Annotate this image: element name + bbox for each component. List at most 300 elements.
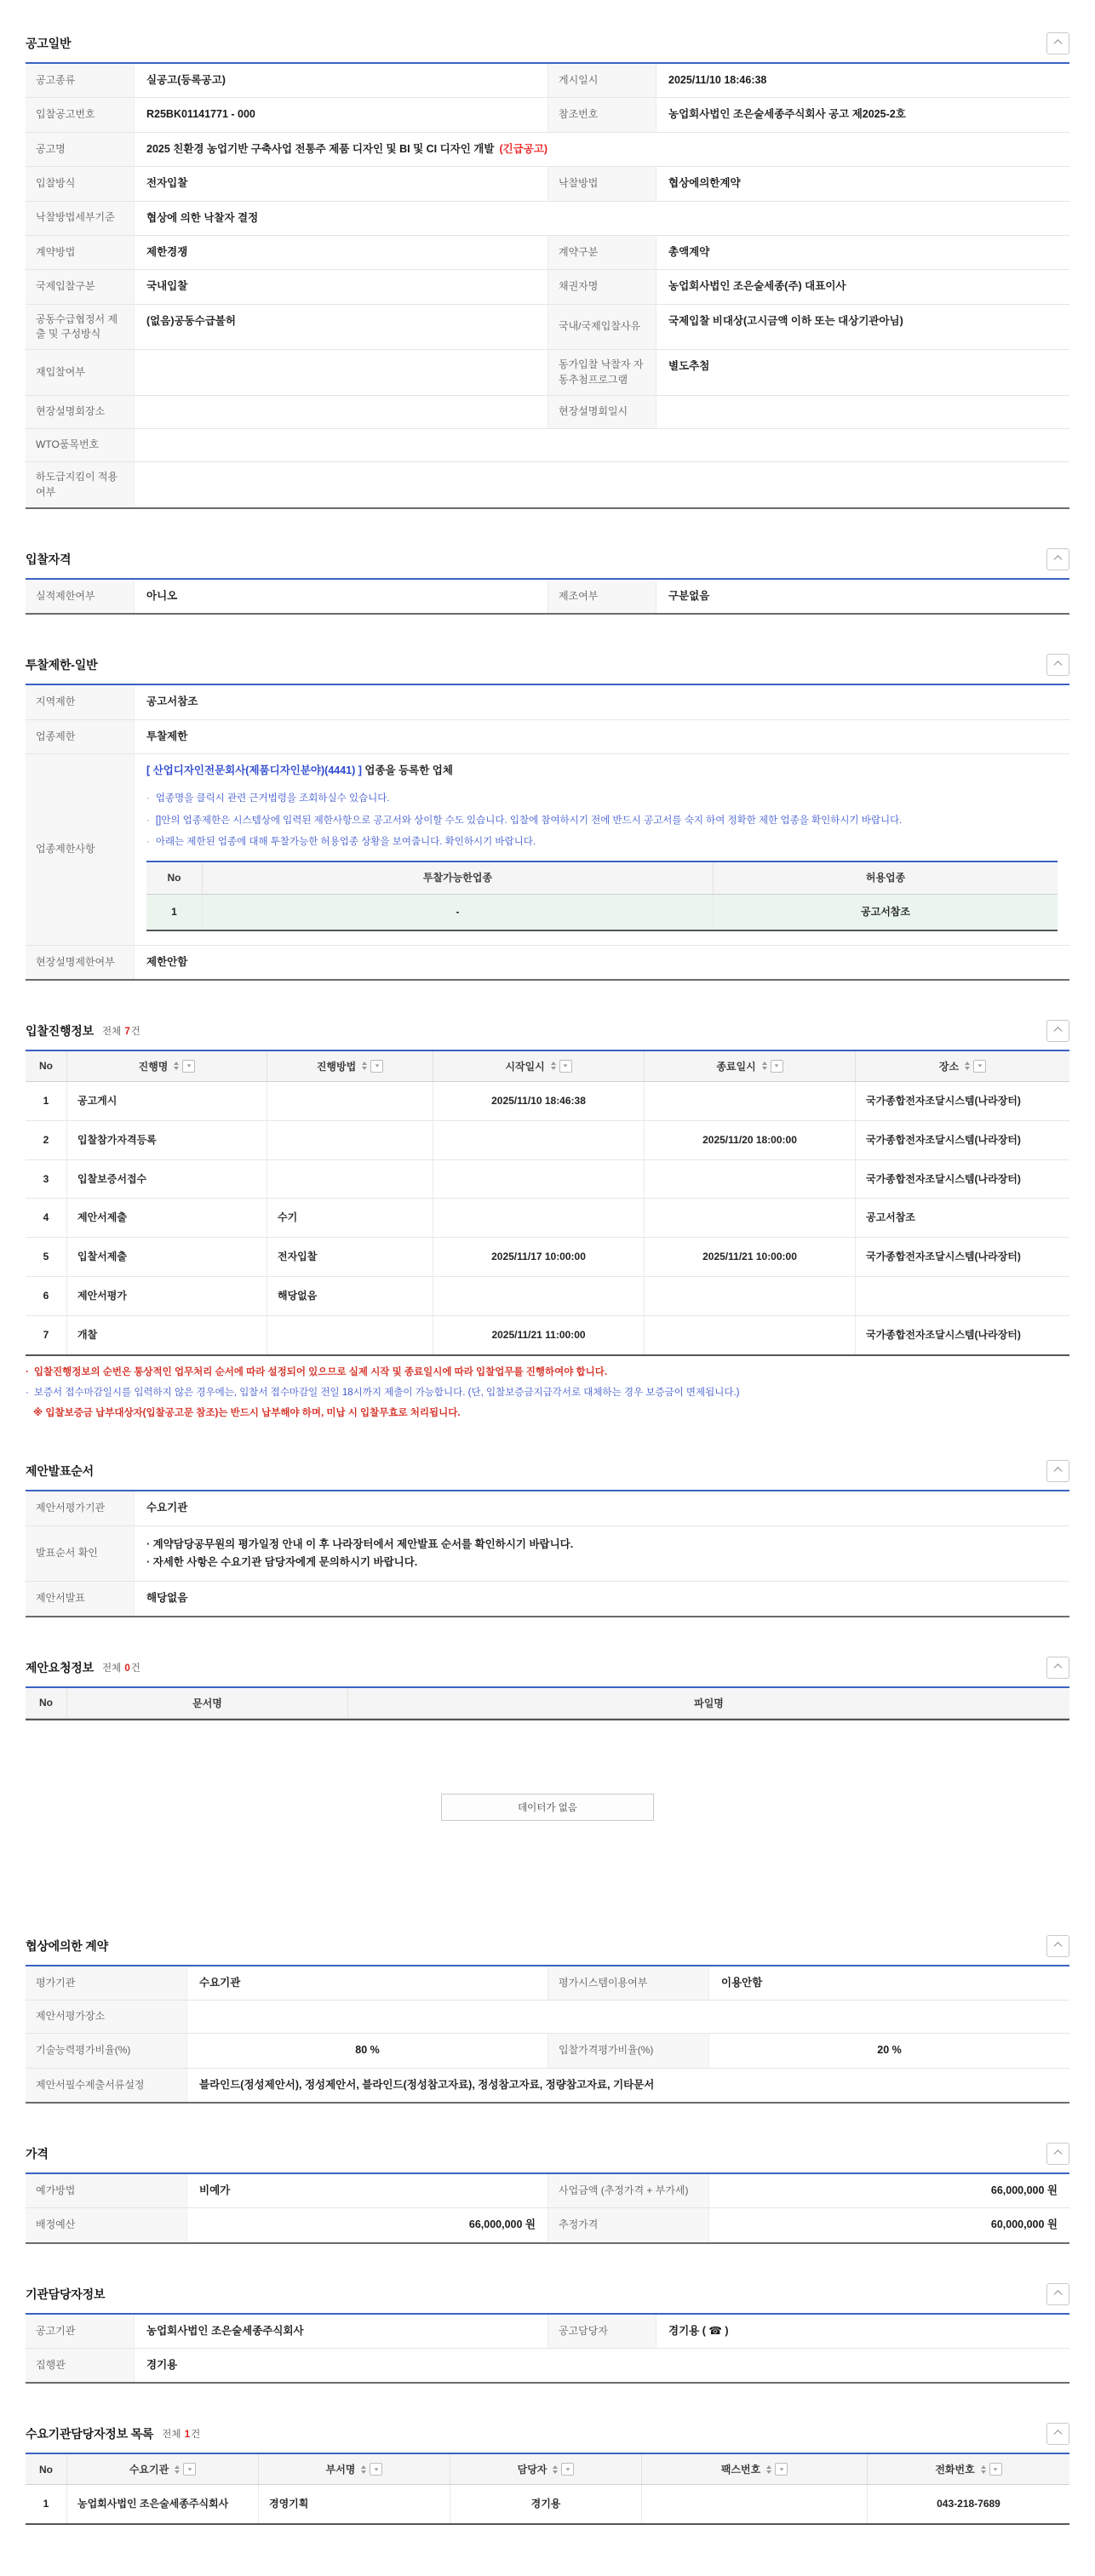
column-header[interactable] bbox=[855, 1051, 1069, 1081]
field-value: 협상에 의한 낙찰자 결정 bbox=[146, 211, 259, 224]
section-demand-contacts bbox=[26, 2423, 1069, 2525]
section-header bbox=[26, 1020, 1069, 1042]
table-cell bbox=[644, 1082, 855, 1120]
table-cell: 개찰 bbox=[66, 1316, 267, 1354]
field-value: 2025 친환경 농업기반 구축사업 전통주 제품 디자인 및 BI 및 CI 디자인 개발 (긴급공고) bbox=[146, 142, 548, 155]
field-row bbox=[26, 396, 1069, 429]
sort-controls bbox=[553, 2463, 574, 2476]
field-row bbox=[26, 350, 1069, 396]
caution-note: · 입찰진행정보의 순번은 통상적인 업무처리 순서에 따라 설정되어 있으므로 실제 시작 및 종료일시에 따라 입찰업무를 진행하여야 합니다. bbox=[26, 1365, 1069, 1380]
field-label: 실적제한여부 bbox=[26, 580, 135, 613]
field-value: 비예가 bbox=[199, 2184, 231, 2196]
page-title: 공고일반 bbox=[26, 37, 72, 50]
field-value: 별도추첨 bbox=[668, 360, 710, 373]
field-label: 공동수급협정서 제출 및 구성방식 bbox=[26, 305, 135, 350]
table-cell bbox=[644, 1199, 855, 1237]
section-header bbox=[26, 2143, 1069, 2165]
chevron-up-icon bbox=[1054, 39, 1063, 48]
table-cell: 전자입찰 bbox=[267, 1238, 433, 1276]
column-header-label: 팩스번호 bbox=[720, 2464, 761, 2476]
chevron-up-icon bbox=[1054, 661, 1063, 669]
field-label: 공고명 bbox=[26, 133, 135, 166]
caution-note: ※ 입찰보증금 납부대상자(입찰공고문 참조)는 반드시 납부해야 하며, 미납 시 입찰무효로 처리됩니다. bbox=[33, 1408, 461, 1419]
field-value: 협상에의한계약 bbox=[668, 177, 741, 190]
field-row bbox=[26, 2315, 1069, 2349]
field-row bbox=[26, 133, 1069, 167]
field-value: 제한안함 bbox=[146, 955, 188, 968]
table-cell: 2025/11/10 18:46:38 bbox=[433, 1082, 644, 1120]
field-value: 국내입찰 bbox=[146, 280, 188, 293]
field-label: 게시일시 bbox=[548, 64, 656, 97]
column-header-label: 투찰가능한업종 bbox=[422, 872, 493, 884]
column-header-label: 시작일시 bbox=[505, 1060, 545, 1073]
sort-arrows-icon[interactable] bbox=[553, 2465, 558, 2474]
progress-notes bbox=[26, 1365, 1069, 1422]
column-header-label: 종료일시 bbox=[716, 1060, 756, 1073]
field-row bbox=[26, 685, 1069, 719]
section-title: 입찰진행정보 bbox=[26, 1023, 94, 1038]
column-header[interactable] bbox=[644, 1051, 855, 1081]
table-cell: 3 bbox=[43, 1172, 49, 1185]
section-header bbox=[26, 1935, 1069, 1957]
filter-dropdown-icon[interactable] bbox=[561, 2463, 574, 2476]
sort-arrows-icon[interactable] bbox=[175, 2465, 180, 2474]
table-cell: 공고게시 bbox=[66, 1082, 267, 1120]
section-title: 제안발표순서 bbox=[26, 1464, 94, 1479]
section-org-contact bbox=[26, 2283, 1069, 2384]
sort-controls bbox=[766, 2463, 788, 2476]
field-label: 계약구분 bbox=[548, 236, 656, 269]
field-value: 제한경쟁 bbox=[146, 245, 188, 258]
table-cell: 입찰보증서접수 bbox=[66, 1160, 267, 1199]
sort-arrows-icon[interactable] bbox=[766, 2465, 771, 2474]
column-header bbox=[26, 1688, 66, 1718]
field-value: 농업회사법인 조은술세종(주) 대표이사 bbox=[668, 280, 846, 293]
table-row bbox=[26, 1082, 1069, 1121]
sort-arrows-icon[interactable] bbox=[762, 1062, 767, 1070]
table-row bbox=[26, 1160, 1069, 1199]
column-header bbox=[26, 2454, 66, 2484]
column-header[interactable] bbox=[433, 1051, 644, 1081]
chevron-up-icon bbox=[1054, 1027, 1063, 1035]
column-header bbox=[202, 862, 713, 894]
industry-line bbox=[146, 763, 1058, 779]
table-cell bbox=[641, 2485, 867, 2523]
field-value: 60,000,000 원 bbox=[990, 2218, 1058, 2231]
sort-arrows-icon[interactable] bbox=[551, 1062, 556, 1070]
industry-code-link[interactable]: [ 산업디자인전문회사(제품디자인분야)(4441) ] bbox=[146, 764, 362, 777]
filter-dropdown-icon[interactable] bbox=[775, 2463, 788, 2476]
field-label: 사업금액 (추정가격 + 부가세) bbox=[548, 2174, 709, 2207]
table-cell: 농업회사법인 조은술세종주식회사 bbox=[66, 2485, 258, 2523]
field-label: 업종제한 bbox=[26, 720, 135, 753]
collapse-section-button[interactable] bbox=[1046, 2143, 1069, 2165]
industry-line-suffix: 업종을 등록한 업체 bbox=[361, 764, 453, 777]
table-cell: 국가종합전자조달시스템(나라장터) bbox=[855, 1121, 1069, 1159]
table-cell: 수기 bbox=[267, 1199, 433, 1237]
field-value: 이용안함 bbox=[721, 1976, 763, 1989]
field-value: 농업회사법인 조은술세종주식회사 bbox=[146, 2324, 304, 2337]
field-row bbox=[26, 64, 1069, 98]
field-value bbox=[135, 462, 1069, 507]
field-value: 66,000,000 원 bbox=[468, 2218, 536, 2231]
field-label: 제조여부 bbox=[548, 580, 656, 613]
bid-progress-table bbox=[26, 1050, 1069, 1356]
info-bullet: · []안의 업종제한은 시스템상에 입력된 제한사항으로 공고서와 상이할 수도 있습니다. 입찰에 참여하시기 전에 반드시 공고서를 숙지 하여 정확한 제한 업종을 확인하시기 바랍니다. bbox=[146, 814, 1058, 828]
field-value: 경기용 ( ☎ ) bbox=[668, 2324, 729, 2337]
filter-dropdown-icon[interactable] bbox=[182, 1060, 195, 1073]
table-header-row bbox=[26, 1688, 1069, 1719]
table-cell: 공고서참조 bbox=[855, 1199, 1069, 1237]
general-info-table bbox=[26, 62, 1069, 509]
section-price bbox=[26, 2143, 1069, 2244]
column-header-label: 파일명 bbox=[694, 1697, 724, 1709]
field-label: 공고기관 bbox=[26, 2315, 135, 2348]
table-cell bbox=[855, 1277, 1069, 1315]
field-label: 하도급지킴이 적용여부 bbox=[26, 462, 135, 507]
field-label: 현장설명제한여부 bbox=[26, 946, 135, 979]
field-row bbox=[26, 2069, 1069, 2102]
field-row bbox=[26, 429, 1069, 462]
field-label: 발표순서 확인 bbox=[26, 1526, 135, 1582]
field-label: 입찰공고번호 bbox=[26, 98, 135, 131]
field-label: 기술능력평가비율(%) bbox=[26, 2034, 187, 2067]
total-count: 전체 0건 bbox=[101, 1663, 140, 1674]
table-row bbox=[26, 1121, 1069, 1160]
bullet-icon: · bbox=[26, 1366, 29, 1377]
table-cell: 경기용 bbox=[450, 2485, 641, 2523]
section-title: 투찰제한-일반 bbox=[26, 658, 98, 673]
section-title: 입찰자격 bbox=[26, 552, 72, 566]
field-row bbox=[26, 1966, 1069, 2001]
table-header-row bbox=[26, 1051, 1069, 1082]
collapse-section-button[interactable] bbox=[1046, 2283, 1069, 2305]
field-label: 계약방법 bbox=[26, 236, 135, 269]
sort-arrows-icon[interactable] bbox=[362, 1062, 367, 1070]
table-cell bbox=[644, 1160, 855, 1199]
table-header-row bbox=[146, 862, 1058, 895]
count-number: 1 bbox=[184, 2430, 191, 2441]
field-label: 채권자명 bbox=[548, 270, 656, 303]
field-value: 실공고(등록공고) bbox=[146, 74, 226, 86]
section-header bbox=[26, 32, 1069, 54]
field-value: 전자입찰 bbox=[146, 177, 188, 190]
field-value bbox=[135, 350, 548, 395]
table-cell: 1 bbox=[43, 1094, 49, 1107]
column-header bbox=[26, 1051, 66, 1081]
section-header bbox=[26, 654, 1069, 676]
field-value: 아니오 bbox=[146, 589, 178, 602]
field-value bbox=[187, 2001, 1069, 2033]
table-row bbox=[146, 895, 1058, 930]
field-value: 투찰제한 bbox=[146, 730, 188, 742]
column-header bbox=[66, 1688, 347, 1718]
table-cell: 국가종합전자조달시스템(나라장터) bbox=[855, 1082, 1069, 1120]
urgent-badge: (긴급공고) bbox=[499, 142, 548, 155]
column-header[interactable] bbox=[66, 2454, 258, 2484]
field-value: 80 % bbox=[355, 2044, 380, 2057]
field-value: 총액계약 bbox=[668, 245, 710, 258]
table-cell: 2 bbox=[43, 1133, 49, 1146]
field-row bbox=[26, 2001, 1069, 2034]
field-label: 제안서필수제출서류설정 bbox=[26, 2069, 187, 2102]
table-cell: 경영기획 bbox=[258, 2485, 450, 2523]
collapse-section-button[interactable] bbox=[1046, 1460, 1069, 1482]
field-label: 공고담당자 bbox=[548, 2315, 656, 2348]
filter-dropdown-icon[interactable] bbox=[370, 2463, 382, 2476]
section-title: 기관담당자정보 bbox=[26, 2287, 106, 2301]
field-row bbox=[26, 1582, 1069, 1615]
table-row bbox=[26, 1277, 1069, 1316]
field-value: 수요기관 bbox=[199, 1976, 241, 1989]
section-general bbox=[26, 32, 1069, 509]
collapse-section-button[interactable] bbox=[1046, 32, 1069, 54]
column-header bbox=[713, 862, 1058, 894]
field-label: 업종제한사항 bbox=[26, 754, 135, 945]
collapse-section-button[interactable] bbox=[1046, 1020, 1069, 1042]
field-value bbox=[135, 396, 548, 428]
column-header[interactable] bbox=[267, 1051, 433, 1081]
column-header[interactable] bbox=[258, 2454, 450, 2484]
sort-arrows-icon[interactable] bbox=[361, 2465, 366, 2474]
field-label: 참조번호 bbox=[548, 98, 656, 131]
section-title: 수요기관담당자정보 목록 bbox=[26, 2427, 154, 2441]
chevron-up-icon bbox=[1054, 2290, 1063, 2298]
field-label: 집행관 bbox=[26, 2349, 135, 2382]
table-header-row bbox=[26, 2454, 1069, 2485]
presentation-table bbox=[26, 1490, 1069, 1617]
column-header[interactable] bbox=[66, 1051, 267, 1081]
table-cell: 6 bbox=[43, 1289, 49, 1302]
column-header-label: 부서명 bbox=[325, 2464, 356, 2476]
bullet-icon: · bbox=[146, 836, 150, 847]
field-row bbox=[26, 580, 1069, 613]
table-row bbox=[26, 1199, 1069, 1238]
field-row bbox=[26, 98, 1069, 132]
table-cell bbox=[267, 1121, 433, 1159]
info-bullet: · 업종명을 클릭시 관련 근거법령을 조회하실수 있습니다. bbox=[146, 792, 1058, 806]
table-cell bbox=[433, 1199, 644, 1237]
field-label: 낙찰방법세부기준 bbox=[26, 202, 135, 235]
table-cell bbox=[644, 1316, 855, 1354]
section-title: 제안요청정보 bbox=[26, 1660, 94, 1674]
field-value: 경기용 bbox=[146, 2359, 178, 2372]
sort-controls bbox=[965, 1060, 986, 1073]
count-number: 0 bbox=[124, 1663, 130, 1674]
filter-dropdown-icon[interactable] bbox=[370, 1060, 383, 1073]
field-row bbox=[26, 2349, 1069, 2382]
field-label: 낙찰방법 bbox=[548, 167, 656, 200]
table-cell bbox=[267, 1316, 433, 1354]
section-presentation-order bbox=[26, 1460, 1069, 1617]
field-label: 동가입찰 낙찰자 자동추첨프로그램 bbox=[548, 350, 656, 395]
field-label: 추정가격 bbox=[548, 2208, 709, 2241]
column-header-label: 진행명 bbox=[138, 1060, 169, 1073]
field-value: 공고서참조 bbox=[146, 696, 198, 708]
chevron-up-icon bbox=[1054, 1663, 1063, 1672]
field-row bbox=[26, 2034, 1069, 2068]
table-cell: 국가종합전자조달시스템(나라장터) bbox=[855, 1316, 1069, 1354]
section-bid-restriction bbox=[26, 654, 1069, 981]
table-cell: 국가종합전자조달시스템(나라장터) bbox=[855, 1238, 1069, 1276]
sort-arrows-icon[interactable] bbox=[174, 1062, 179, 1070]
table-cell: 7 bbox=[43, 1328, 49, 1341]
caution-note: · 보증서 접수마감일시를 입력하지 않은 경우에는, 입찰서 접수마감일 전일 18시까지 제출이 가능합니다. (단, 입찰보증금지급각서로 대체하는 경우 보증금이 면제됩니다.) bbox=[26, 1386, 1069, 1400]
sort-arrows-icon[interactable] bbox=[965, 1062, 970, 1070]
chevron-up-icon bbox=[1054, 2430, 1063, 2439]
table-cell: 입찰서제출 bbox=[66, 1238, 267, 1276]
field-row bbox=[26, 1491, 1069, 1526]
table-cell: 제안서평가 bbox=[66, 1277, 267, 1315]
sort-controls bbox=[174, 1060, 195, 1073]
collapse-section-button[interactable] bbox=[1046, 2423, 1069, 2445]
field-value: 블라인드(정성제안서), 정성제안서, 블라인드(정성참고자료), 정성참고자료, 정량참고자료, 기타문서 bbox=[199, 2078, 655, 2091]
field-label: 배정예산 bbox=[26, 2208, 187, 2241]
column-header[interactable] bbox=[450, 2454, 641, 2484]
section-header bbox=[26, 1460, 1069, 1482]
table-row bbox=[26, 1238, 1069, 1277]
bullet-icon: · bbox=[26, 1387, 29, 1398]
field-label: WTO품목번호 bbox=[26, 429, 135, 461]
filter-dropdown-icon[interactable] bbox=[989, 2463, 1002, 2476]
bullet-icon: · bbox=[146, 815, 150, 826]
table-cell: - bbox=[202, 895, 713, 930]
table-cell: 2025/11/21 11:00:00 bbox=[433, 1316, 644, 1354]
field-value: · 계약담당공무원의 평가일정 안내 이 후 나라장터에서 제안발표 순서를 확인하시기 바랍니다. · 자세한 사항은 수요기관 담당자에게 문의하시기 바랍니다. bbox=[146, 1537, 574, 1569]
field-label: 평가시스템이용여부 bbox=[548, 1966, 709, 2000]
section-title: 가격 bbox=[26, 2146, 49, 2161]
section-header bbox=[26, 548, 1069, 570]
column-header-label: No bbox=[167, 872, 181, 884]
sort-controls bbox=[362, 1060, 383, 1073]
filter-dropdown-icon[interactable] bbox=[973, 1060, 986, 1073]
field-row bbox=[26, 720, 1069, 754]
total-count: 전체 7건 bbox=[101, 1026, 140, 1037]
field-label: 입찰가격평가비율(%) bbox=[548, 2034, 709, 2067]
column-header-label: No bbox=[39, 1697, 53, 1709]
field-value: (없음)공동수급불허 bbox=[146, 314, 236, 327]
field-label: 지역제한 bbox=[26, 685, 135, 718]
chevron-up-icon bbox=[1054, 1467, 1063, 1475]
section-header bbox=[26, 2283, 1069, 2305]
table-cell: 1 bbox=[43, 2498, 49, 2510]
field-row bbox=[26, 946, 1069, 979]
field-label: 제안서평가장소 bbox=[26, 2001, 187, 2033]
field-label: 예가방법 bbox=[26, 2174, 187, 2207]
section-qualification bbox=[26, 548, 1069, 615]
column-header-label: 진행방법 bbox=[316, 1060, 357, 1073]
field-label: 현장설명회장소 bbox=[26, 396, 135, 428]
field-label: 제안서평가기관 bbox=[26, 1491, 135, 1525]
table-cell bbox=[433, 1277, 644, 1315]
field-row bbox=[26, 2174, 1069, 2208]
field-label: 재입찰여부 bbox=[26, 350, 135, 395]
table-cell: 4 bbox=[43, 1211, 49, 1224]
filter-dropdown-icon[interactable] bbox=[559, 1060, 572, 1073]
field-value bbox=[135, 429, 1069, 461]
price-table bbox=[26, 2172, 1069, 2244]
field-label: 국제입찰구분 bbox=[26, 270, 135, 303]
rfp-empty-area bbox=[26, 1720, 1069, 1828]
negotiation-table bbox=[26, 1965, 1069, 2104]
sort-controls bbox=[361, 2463, 382, 2476]
org-contact-table bbox=[26, 2313, 1069, 2384]
field-value: 국제입찰 비대상(고시금액 이하 또는 대상기관아님) bbox=[668, 314, 903, 327]
column-header-label: No bbox=[39, 1060, 53, 1073]
section-bid-progress bbox=[26, 1020, 1069, 1421]
table-cell bbox=[433, 1160, 644, 1199]
field-row bbox=[26, 754, 1069, 946]
field-label: 현장설명회일시 bbox=[548, 396, 656, 428]
filter-dropdown-icon[interactable] bbox=[771, 1060, 783, 1073]
chevron-up-icon bbox=[1054, 555, 1063, 564]
field-label: 제안서발표 bbox=[26, 1582, 135, 1615]
table-cell: 5 bbox=[43, 1251, 49, 1263]
table-cell: 2025/11/17 10:00:00 bbox=[433, 1238, 644, 1276]
table-row bbox=[26, 2485, 1069, 2523]
field-label: 공고종류 bbox=[26, 64, 135, 97]
table-row bbox=[26, 1316, 1069, 1354]
restriction-table bbox=[26, 684, 1069, 981]
table-cell: 국가종합전자조달시스템(나라장터) bbox=[855, 1160, 1069, 1199]
field-row bbox=[26, 1526, 1069, 1583]
table-cell: 043-218-7689 bbox=[867, 2485, 1069, 2523]
field-value: R25BK01141771 - 000 bbox=[146, 108, 255, 121]
bullet-icon: · bbox=[146, 793, 150, 804]
table-cell: 2025/11/20 18:00:00 bbox=[644, 1121, 855, 1159]
table-cell: 입찰참가자격등록 bbox=[66, 1121, 267, 1159]
table-cell: 2025/11/21 10:00:00 bbox=[644, 1238, 855, 1276]
sort-controls bbox=[981, 2463, 1002, 2476]
no-data-message: 데이터가 없음 bbox=[441, 1794, 654, 1821]
column-header[interactable] bbox=[641, 2454, 867, 2484]
section-header bbox=[26, 2423, 1069, 2445]
table-cell: 해당없음 bbox=[267, 1277, 433, 1315]
column-header bbox=[347, 1688, 1069, 1718]
collapse-section-button[interactable] bbox=[1046, 1657, 1069, 1679]
section-title: 협상에의한 계약 bbox=[26, 1938, 108, 1953]
collapse-section-button[interactable] bbox=[1046, 1935, 1069, 1957]
collapse-section-button[interactable] bbox=[1046, 548, 1069, 570]
allowed-industry-table bbox=[146, 861, 1058, 930]
field-value: 2025/11/10 18:46:38 bbox=[668, 74, 767, 86]
field-row bbox=[26, 236, 1069, 270]
section-negotiated-contract bbox=[26, 1935, 1069, 2104]
sort-controls bbox=[762, 1060, 783, 1073]
column-header-label: 담당자 bbox=[517, 2464, 548, 2476]
info-bullet: · 아래는 제한된 업종에 대해 투찰가능한 허용업종 상황을 보여줍니다. 확인하시기 바랍니다. bbox=[146, 835, 1058, 850]
section-rfp-info bbox=[26, 1657, 1069, 1828]
column-header[interactable] bbox=[867, 2454, 1069, 2484]
column-header-label: 장소 bbox=[938, 1060, 960, 1073]
qualification-table bbox=[26, 578, 1069, 615]
column-header-label: 문서명 bbox=[192, 1697, 222, 1709]
field-row bbox=[26, 270, 1069, 304]
filter-dropdown-icon[interactable] bbox=[183, 2463, 196, 2476]
column-header bbox=[146, 862, 202, 894]
field-value: 구분없음 bbox=[668, 589, 710, 602]
field-row bbox=[26, 462, 1069, 507]
field-row bbox=[26, 305, 1069, 351]
sort-arrows-icon[interactable] bbox=[981, 2465, 986, 2474]
rfp-table bbox=[26, 1686, 1069, 1720]
collapse-section-button[interactable] bbox=[1046, 654, 1069, 676]
column-header-label: No bbox=[39, 2463, 53, 2476]
field-value: 해당없음 bbox=[146, 1592, 188, 1605]
field-label: 입찰방식 bbox=[26, 167, 135, 200]
industry-restriction-detail bbox=[135, 754, 1069, 945]
field-value: 수요기관 bbox=[146, 1502, 188, 1514]
